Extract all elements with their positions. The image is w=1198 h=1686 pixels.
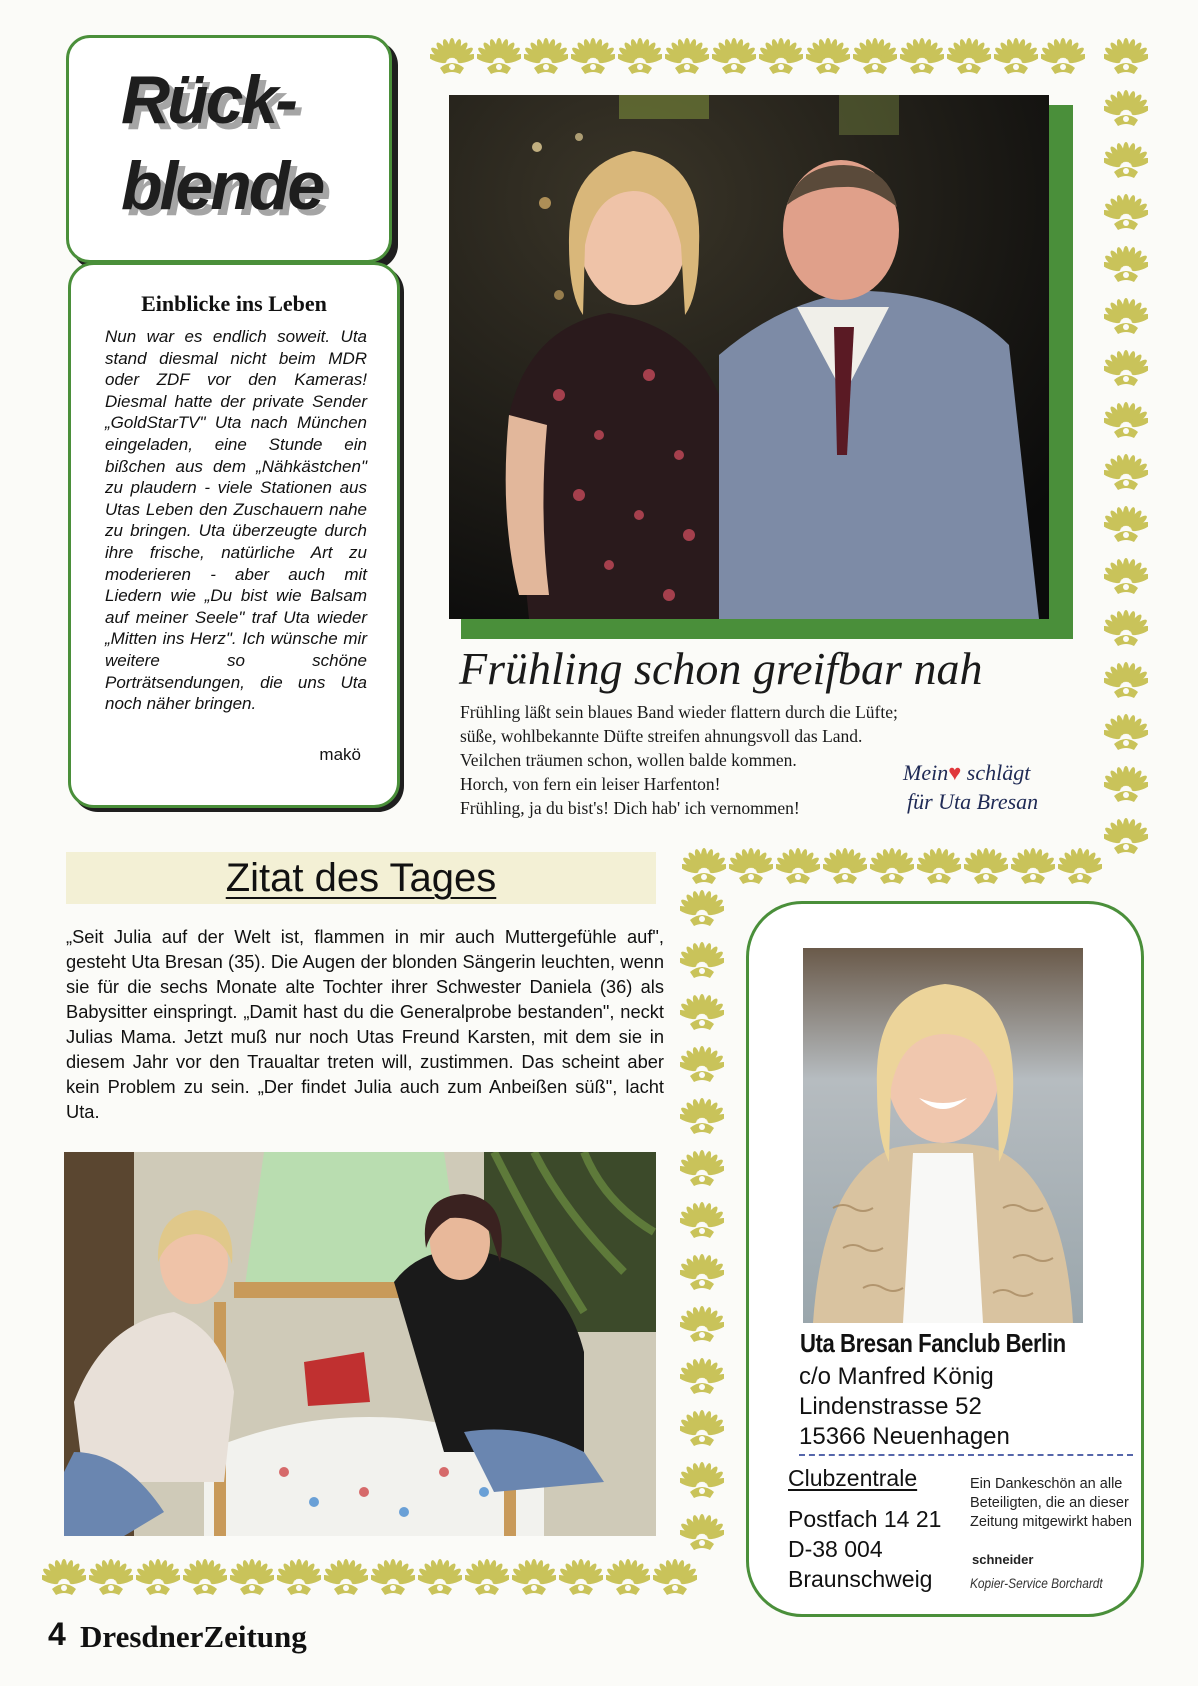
fan-ornament-icon [604, 1553, 651, 1605]
poem-title: Frühling schon greifbar nah [459, 643, 983, 694]
sponsor-schneider: schneider [972, 1552, 1034, 1567]
fan-ornament-icon [322, 1553, 369, 1605]
fan-ornament-icon [727, 842, 774, 894]
fan-ornament-icon [1102, 708, 1149, 760]
fan-ornament-icon [1102, 84, 1149, 136]
ornament-top-border [428, 32, 1086, 84]
fan-ornament-icon [616, 32, 663, 84]
fan-ornament-icon [678, 884, 725, 936]
einblicke-signature: makö [319, 745, 361, 764]
address-line: D-38 004 [788, 1536, 883, 1562]
poem-line: Horch, von fern ein leiser Harfenton! [460, 774, 721, 794]
title-box [66, 35, 392, 263]
fanclub-name: Uta Bresan Fanclub Berlin [800, 1328, 1066, 1358]
fan-ornament-icon [275, 1553, 322, 1605]
fan-ornament-icon [1009, 842, 1056, 894]
photo-crib [64, 1152, 656, 1536]
fan-ornament-icon [851, 32, 898, 84]
address-line: Postfach 14 21 [788, 1506, 942, 1532]
fan-ornament-icon [428, 32, 475, 84]
fanclub-address [799, 1362, 1010, 1452]
fan-ornament-icon [868, 842, 915, 894]
fan-ornament-icon [1102, 448, 1149, 500]
credit-mein: Mein [903, 760, 949, 785]
newspaper-name: DresdnerZeitung [80, 1619, 307, 1654]
fan-ornament-icon [522, 32, 569, 84]
address-line: Lindenstrasse 52 [799, 1393, 982, 1420]
fan-ornament-icon [463, 1553, 510, 1605]
einblicke-heading: Einblicke ins Leben [141, 291, 327, 316]
photo-uta-portrait [803, 948, 1083, 1323]
fan-ornament-icon [678, 988, 725, 1040]
fan-ornament-icon [651, 1553, 698, 1605]
address-line: 15366 Neuenhagen [799, 1423, 1010, 1450]
fan-ornament-icon [678, 1092, 725, 1144]
fan-ornament-icon [1102, 136, 1149, 188]
zitat-title: Zitat des Tages [225, 856, 497, 900]
fan-ornament-icon [898, 32, 945, 84]
einblicke-box [68, 262, 400, 808]
fan-ornament-icon [1102, 344, 1149, 396]
fan-ornament-icon [678, 1144, 725, 1196]
heart-credit-line-1 [903, 760, 1030, 786]
fan-ornament-icon [1102, 32, 1149, 84]
fan-ornament-icon [678, 1248, 725, 1300]
fan-ornament-icon [804, 32, 851, 84]
fan-ornament-icon [1056, 842, 1103, 894]
poem-line: Frühling läßt sein blaues Band wieder flattern durch die Lüfte; [460, 702, 898, 722]
fan-ornament-icon [557, 1553, 604, 1605]
fan-ornament-icon [475, 32, 522, 84]
ornament-left-lower-border [678, 884, 725, 1560]
fan-ornament-icon [228, 1553, 275, 1605]
fan-ornament-icon [678, 1404, 725, 1456]
fan-ornament-icon [962, 842, 1009, 894]
sponsor-kopier-service: Kopier-Service Borchardt [970, 1575, 1103, 1591]
fan-ornament-icon [1102, 760, 1149, 812]
fan-ornament-icon [663, 32, 710, 84]
fan-ornament-icon [1102, 812, 1149, 864]
einblicke-text: Nun war es endlich soweit. Uta stand diesmal nicht beim MDR oder ZDF vor den Kameras! Diesmal hatte der private Sender „GoldStarTV" Uta nach München eingeladen, eine Stunde ein bißchen aus dem „Nähkästchen" zu plaudern - viele Stationen aus Utas Leben den Zuschauern nahe zu bringen. Uta überzeugte durch ihre frische, natürliche Art zu moderieren - aber auch mit Liedern wie „Du bist wie Balsam auf meiner Seele" traf Uta wieder „Mitten ins Herz". Ich wünsche mir weitere so schöne Porträtsendungen, die uns Uta noch näher bringen. [105, 327, 367, 714]
fan-ornament-icon [40, 1553, 87, 1605]
fan-ornament-icon [678, 1300, 725, 1352]
fan-ornament-icon [1102, 500, 1149, 552]
fan-ornament-icon [915, 842, 962, 894]
fan-ornament-icon [678, 1352, 725, 1404]
fan-ornament-icon [1102, 552, 1149, 604]
fan-ornament-icon [678, 1196, 725, 1248]
fan-ornament-icon [1102, 240, 1149, 292]
clubzentrale-address [788, 1504, 941, 1594]
fan-ornament-icon [1102, 396, 1149, 448]
title-line-2: blende [121, 148, 323, 224]
heart-icon: ♥ [948, 760, 962, 785]
fan-ornament-icon [416, 1553, 463, 1605]
fan-ornament-icon [945, 32, 992, 84]
photo-uta-with-host [449, 95, 1049, 619]
fan-ornament-icon [369, 1553, 416, 1605]
fan-ornament-icon [134, 1553, 181, 1605]
page-number: 4 [48, 1616, 66, 1652]
fan-ornament-icon [821, 842, 868, 894]
fan-ornament-icon [510, 1553, 557, 1605]
title-line-1: Rück- [121, 62, 295, 138]
ornament-middle-border [680, 842, 1103, 894]
photo-uta-portrait-illustration [803, 948, 1083, 1323]
ornament-bottom-border [40, 1553, 698, 1605]
clubzentrale-label: Clubzentrale [788, 1465, 918, 1491]
poem-line: Frühling, ja du bist's! Dich hab' ich vernommen! [460, 798, 800, 818]
address-line: Braunschweig [788, 1566, 933, 1592]
fan-ornament-icon [1102, 656, 1149, 708]
address-line: c/o Manfred König [799, 1363, 994, 1390]
fan-ornament-icon [1102, 604, 1149, 656]
fan-ornament-icon [569, 32, 616, 84]
ornament-right-border [1102, 32, 1149, 864]
photo-crib-illustration [64, 1152, 656, 1536]
fan-ornament-icon [1102, 292, 1149, 344]
poem-text [460, 700, 898, 820]
fan-ornament-icon [757, 32, 804, 84]
fan-ornament-icon [678, 1456, 725, 1508]
fan-ornament-icon [678, 1040, 725, 1092]
credit-schlaegt: schlägt [966, 760, 1031, 785]
fan-ornament-icon [774, 842, 821, 894]
poem-line: süße, wohlbekannte Düfte streifen ahnungsvoll das Land. [460, 726, 863, 746]
dashed-divider [799, 1454, 1133, 1456]
fan-ornament-icon [678, 936, 725, 988]
zitat-text: „Seit Julia auf der Welt ist, flammen in mir auch Muttergefühle auf", gesteht Uta Bresan (35). Die Augen der blonden Sängerin leuchten, wenn sie für die sechs Monate alte Tochter ihrer Schwester Daniela (36) als Babysitter einspringt. „Damit hast du die Generalprobe bestanden", neckt Julias Mama. Jetzt muß nur noch Utas Freund Karsten, mit dem sie in diesem Jahr vor den Traualtar treten will, zustimmen. Das scheint aber kein Problem zu sein. „Der findet Julia auch zum Anbeißen süß", lacht Uta. [66, 926, 664, 1122]
fan-ornament-icon [87, 1553, 134, 1605]
fan-ornament-icon [181, 1553, 228, 1605]
photo-uta-with-host-illustration [449, 95, 1049, 619]
fan-ornament-icon [992, 32, 1039, 84]
fan-ornament-icon [1039, 32, 1086, 84]
fan-ornament-icon [710, 32, 757, 84]
heart-credit-line-2: für Uta Bresan [907, 789, 1039, 814]
thanks-note: Ein Dankeschön an alle Beteiligten, die an dieser Zeitung mitgewirkt haben [970, 1476, 1132, 1530]
poem-line: Veilchen träumen schon, wollen balde kommen. [460, 750, 797, 770]
fan-ornament-icon [1102, 188, 1149, 240]
